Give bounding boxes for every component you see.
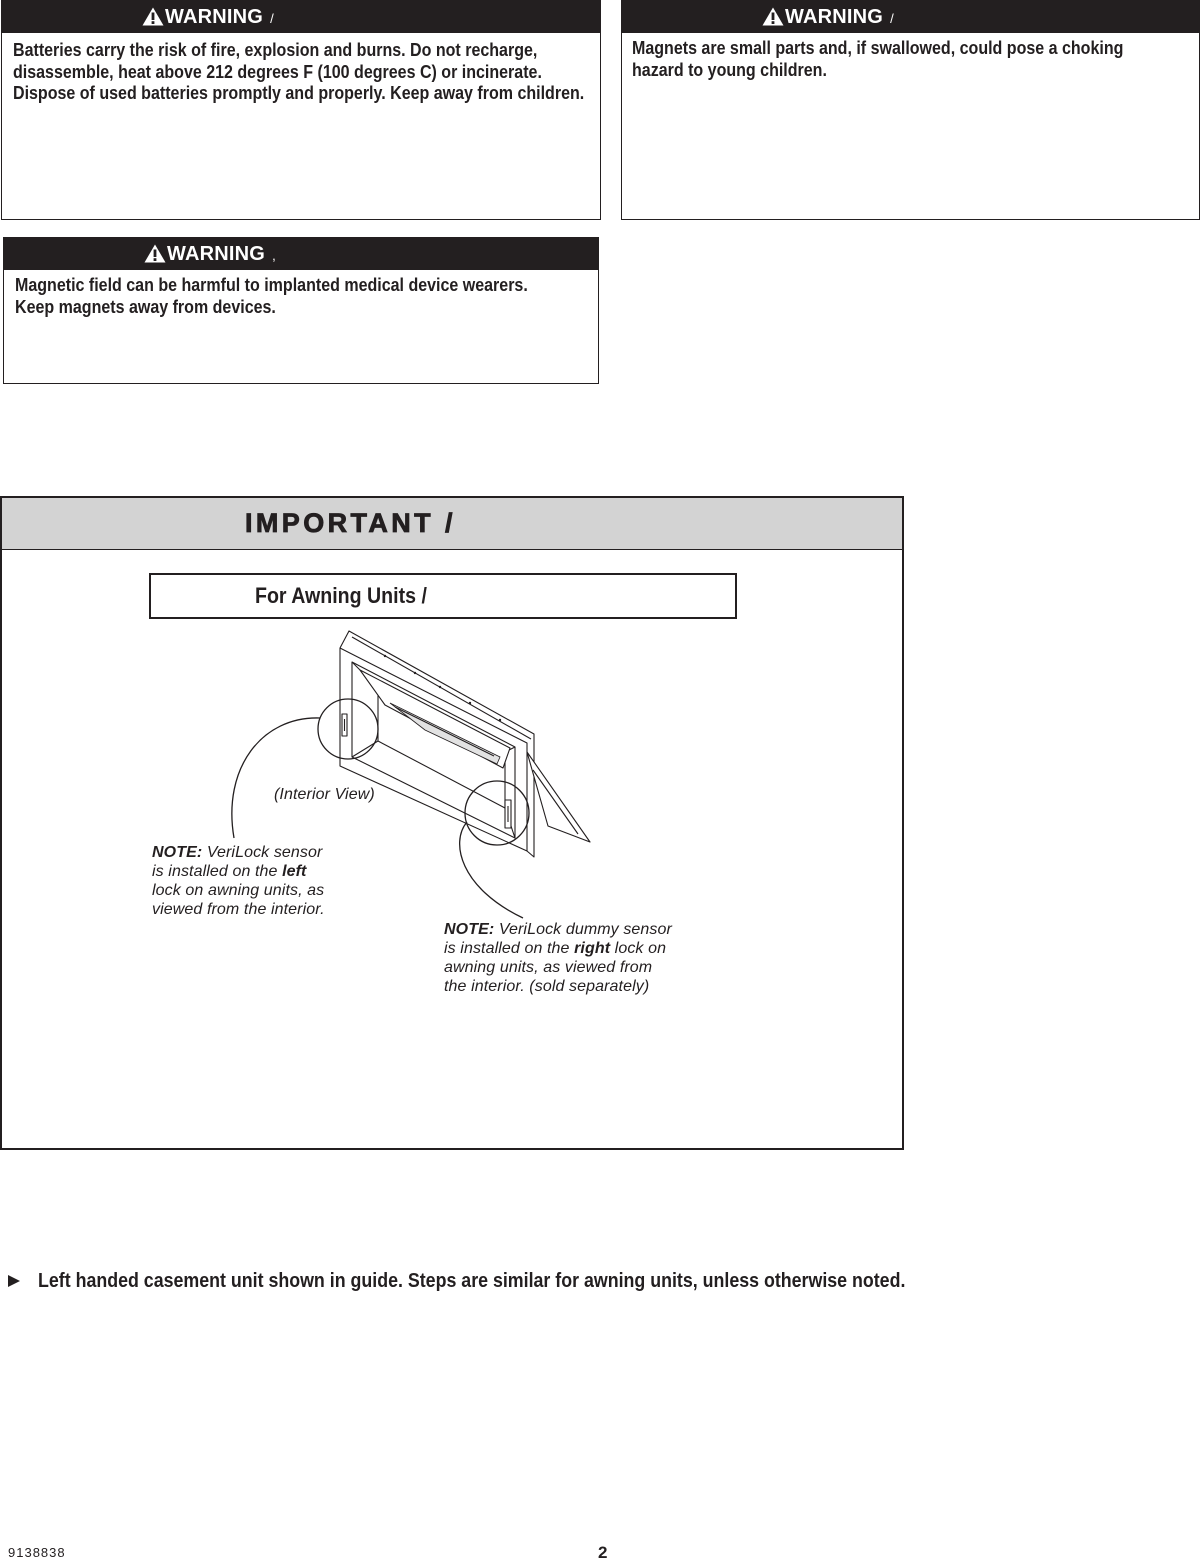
sash-exterior-arm [527,752,590,842]
note-line [152,843,325,862]
warning-text-line: Magnetic field can be harmful to implanted medical device wearers. [15,275,528,295]
note-emphasis: left [282,863,307,880]
note-emphasis: right [574,940,611,957]
note-line-text: is installed on the [152,863,283,880]
note-line [152,862,325,881]
note-line: viewed from the interior. [152,901,325,918]
warning-text-line: Batteries carry the risk of fire, explosion and burns. Do not recharge, [13,40,538,60]
warning-text-line: Keep magnets away from devices. [15,296,276,317]
important-header [2,498,902,550]
note-line-text: VeriLock dummy sensor [494,921,672,938]
note-line: the interior. (sold separately) [444,978,650,995]
warning-triangle-icon [144,244,166,263]
warning-header [2,1,600,33]
warning-title-suffix: / [890,11,894,26]
warning-box-magnets-choking [621,0,1200,220]
important-title-text: IMPORTANT [245,508,435,538]
warning-text [13,40,601,105]
warning-triangle-icon [142,7,164,26]
frame-screw [499,719,501,721]
frame-screw [414,672,416,674]
note-label: NOTE: [152,844,203,861]
warning-box-magnetic-field [3,237,599,384]
exclamation-stroke [772,13,775,21]
warning-label [144,242,276,268]
awning-units-heading-text: For Awning Units [255,583,416,608]
warning-title: WARNING [167,243,266,265]
bullet-arrow-icon [8,1275,20,1287]
warning-title-suffix: / [270,11,274,26]
frame-screw [384,655,386,657]
page-number: 2 [598,1543,608,1562]
warning-text [15,275,591,318]
warning-text-line: Magnets are small parts and, if swallowed, could pose a choking [632,38,1124,58]
exclamation-dot [154,258,157,261]
left-note-leader-line [232,718,320,838]
warning-header [622,1,1199,33]
awning-units-heading-suffix: / [421,583,427,608]
note-line [444,939,672,958]
warning-title: WARNING [165,6,264,28]
guide-note-bullet [8,1269,928,1293]
note-label: NOTE: [444,921,495,938]
warning-triangle-icon [762,7,784,26]
awning-units-heading [255,583,427,609]
important-title-suffix: / [445,508,456,538]
warning-text-line: Dispose of used batteries promptly and properly. Keep away from children. [13,83,585,103]
warning-label [762,5,894,31]
exclamation-stroke [154,250,157,258]
note-line: awning units, as viewed from [444,959,653,976]
frame-screw [469,702,471,704]
note-line: lock on awning units, as [152,882,325,899]
note-line-text: is installed on the [444,940,575,957]
warning-box-batteries [1,0,601,220]
note-line [444,920,672,939]
note-left-sensor [152,843,325,919]
warning-title-suffix: , [272,248,276,263]
exclamation-stroke [152,13,155,21]
important-title [245,508,456,538]
note-line-text: VeriLock sensor [202,844,323,861]
frame-screw [439,686,441,688]
document-number: 9138838 [8,1545,66,1560]
exclamation-dot [772,21,775,24]
important-panel [0,496,904,1150]
warning-label [142,5,274,31]
awning-units-heading-box [149,573,737,619]
warning-text-line: hazard to young children. [632,59,827,80]
note-right-dummy-sensor [444,920,672,996]
exclamation-dot [152,21,155,24]
note-line-text: lock on [610,940,667,957]
interior-view-caption: (Interior View) [274,786,375,803]
warning-header [4,238,598,270]
warning-title: WARNING [785,6,884,28]
warning-text-line: disassemble, heat above 212 degrees F (100 degrees C) or incinerate. [13,61,542,82]
bullet-text: Left handed casement unit shown in guide. Steps are similar for awning units, unless otherwise noted. [38,1270,906,1292]
warning-text [632,38,1184,81]
